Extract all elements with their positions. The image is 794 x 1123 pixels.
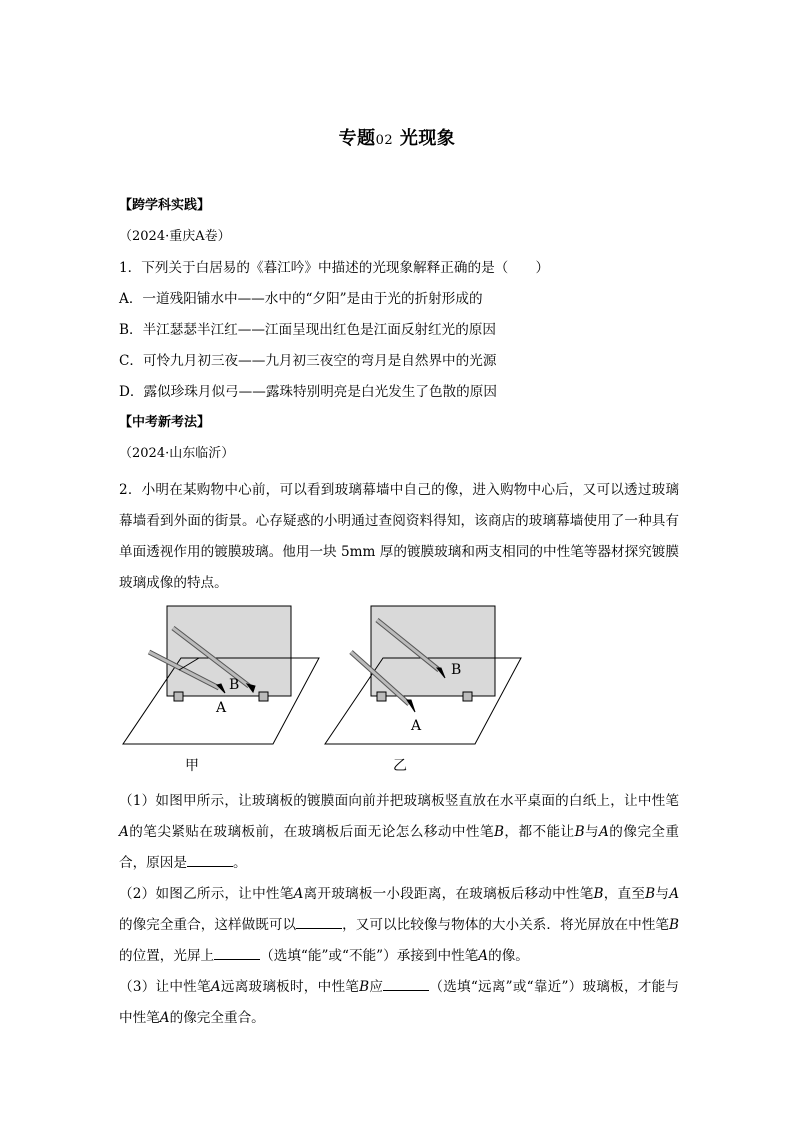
option-d: D．露似珍珠月似弓——露珠特别明亮是白光发生了色散的原因 (119, 384, 497, 400)
option-b: B．半江瑟瑟半江红——江面呈现出红色是江面反射红光的原因 (119, 322, 497, 338)
label-b-right: B (451, 662, 462, 678)
block-left-1 (174, 692, 183, 701)
answer-blank[interactable] (187, 852, 233, 867)
answer-blank[interactable] (383, 976, 429, 991)
experiment-figure (119, 600, 679, 780)
figure-left (123, 606, 319, 744)
label-a-left: A (216, 700, 227, 716)
block-right-1 (377, 692, 386, 701)
block-right-2 (463, 692, 472, 701)
figure-right (325, 606, 521, 744)
question-2-intro: 2．小明在某购物中心前，可以看到玻璃幕墙中自己的像，进入购物中心后，又可以透过玻璃幕墙看到外面的街景。心存疑惑的小明通过查阅资料得知，该商店的玻璃幕墙使用了一种具有单面透视作用的镀膜玻璃。他用一块 5mm 厚的镀膜玻璃和两支相同的中性笔等器材探究镀膜玻璃成像的特点。 (119, 482, 679, 591)
caption-yi: 乙 (393, 758, 407, 774)
question-1-stem: 1．下列关于白居易的《暮江吟》中描述的光现象解释正确的是（ ） (119, 260, 550, 276)
source-label: （2024·重庆A卷） (119, 229, 231, 244)
source-label: （2024·山东临沂） (119, 446, 235, 461)
question-2-part-2: （2）如图乙所示，让中性笔A离开玻璃板一小段距离，在玻璃板后移动中性笔B，直至B与A的像完全重合，这样做既可以 ，又可以比较像与物体的大小关系．将光屏放在中性笔B的位置，光屏上 （选填“能”或“不能”）承接到中性笔A的像。 (119, 886, 680, 964)
option-c: C．可怜九月初三夜——九月初三夜空的弯月是自然界中的光源 (119, 353, 497, 369)
question-2-part-1: （1）如图甲所示，让玻璃板的镀膜面向前并把玻璃板竖直放在水平桌面的白纸上，让中性笔A的笔尖紧贴在玻璃板前，在玻璃板后面无论怎么移动中性笔B，都不能让B与A的像完全重合，原因是 。 (119, 793, 680, 871)
block-left-2 (259, 692, 268, 701)
page-title: 专题02 光现象 (338, 128, 456, 149)
label-a-right: A (411, 718, 422, 734)
answer-blank[interactable] (214, 945, 260, 960)
caption-jia: 甲 (185, 758, 199, 774)
section-heading-interdisciplinary: 【跨学科实践】 (119, 198, 211, 213)
label-b-left: B (229, 677, 240, 693)
section-heading-new-method: 【中考新考法】 (119, 415, 211, 430)
answer-blank[interactable] (296, 914, 342, 929)
question-2-part-3: （3）让中性笔A远离玻璃板时，中性笔B应 （选填“远离”或“靠近”）玻璃板，才能与中性笔A的像完全重合。 (119, 972, 679, 1034)
figure-svg (119, 600, 679, 780)
glass-plate-right (371, 606, 495, 696)
option-a: A．一道残阳铺水中——水中的“夕阳”是由于光的折射形成的 (119, 291, 483, 307)
